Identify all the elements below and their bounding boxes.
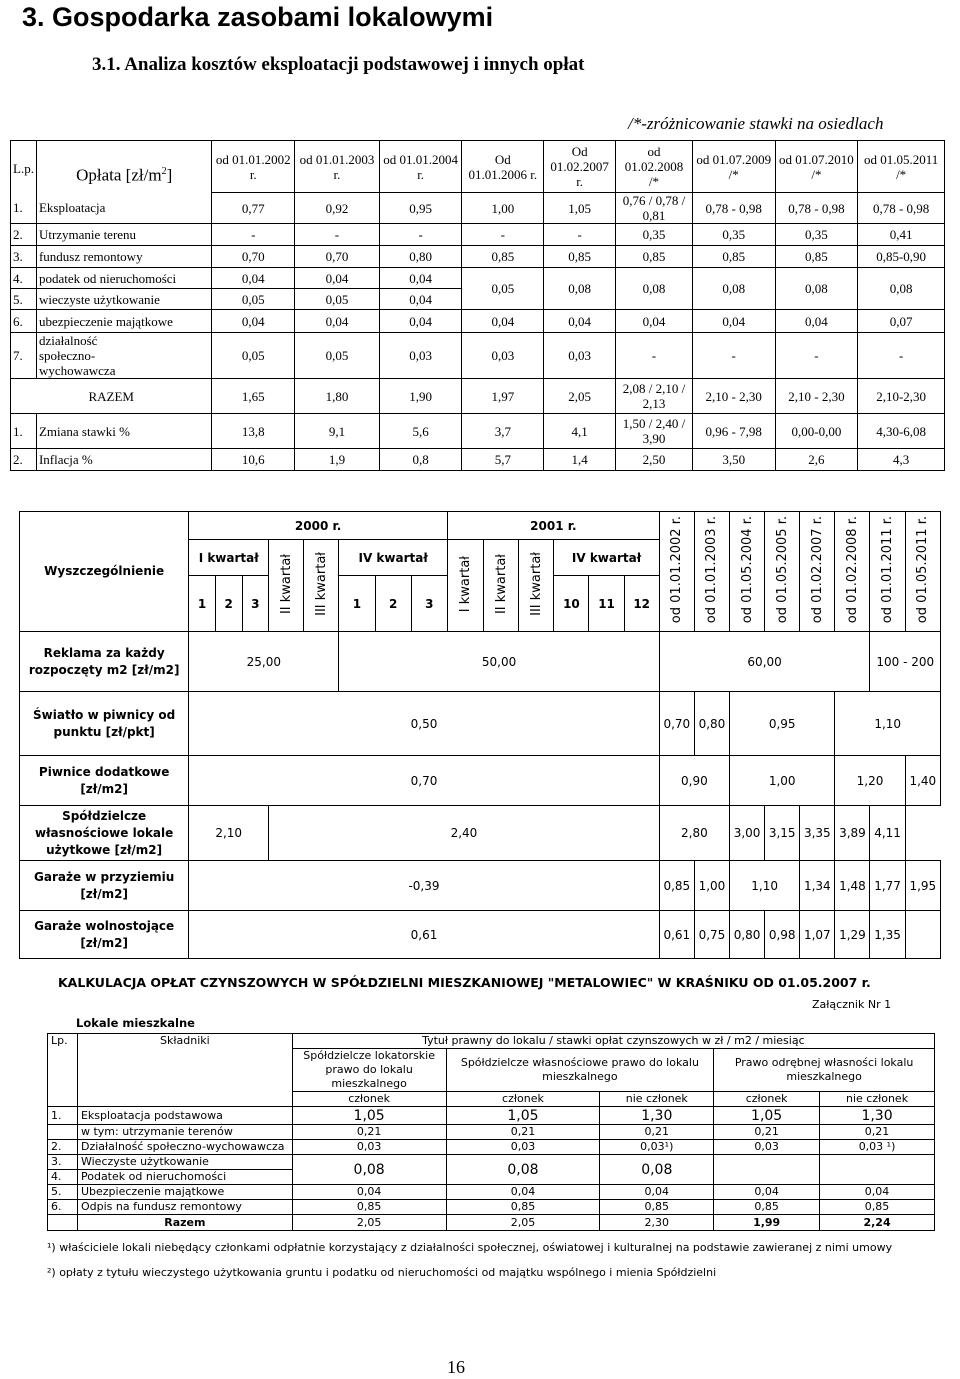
attachment-label: Załącznik Nr 1 — [812, 998, 892, 1011]
period-header: Od 01.01.2006 r. — [462, 141, 544, 193]
wyszczegolnienie-header: Wyszczególnienie — [20, 512, 189, 632]
table-row: 2. Inflacja % 10,6 1,9 0,8 5,7 1,4 2,50 3,50 2,6 4,3 — [11, 449, 945, 471]
quarter-header: I kwartał — [458, 555, 474, 613]
table-row: Piwnice dodatkowe [zł/m2] 0,70 0,90 1,00 1,20 1,40 — [20, 756, 941, 806]
date-header: od 01.05.2004 r. — [739, 516, 755, 624]
date-header: od 01.02.2008 r. — [844, 516, 860, 624]
month-header: 12 — [624, 576, 659, 632]
table-row: 5. Ubezpieczenie majątkowe 0,04 0,04 0,04 0,04 0,04 — [48, 1185, 935, 1200]
lp-header: L.p. — [11, 141, 37, 193]
date-header: od 01.01.2002 r. — [669, 516, 685, 624]
date-header: od 01.05.2005 r. — [774, 516, 790, 624]
table-row: 2. Utrzymanie terenu - - - - - 0,35 0,35 0,35 0,41 — [11, 224, 945, 246]
period-header: od 01.07.2009 /* — [692, 141, 775, 193]
totals-row: Razem 2,05 2,05 2,30 1,99 2,24 — [48, 1215, 935, 1231]
section-heading: 3.1. Analiza kosztów eksploatacji podstawowej i innych opłat — [92, 54, 585, 75]
month-header: 1 — [189, 576, 216, 632]
table-row: 1. Zmiana stawki % 13,8 9,1 5,6 3,7 4,1 1,50 / 2,40 / 3,90 0,96 - 7,98 0,00-0,00 4,30-6,08 — [11, 414, 945, 449]
month-header: 2 — [375, 576, 411, 632]
quarter-header: III kwartał — [528, 552, 544, 616]
year-2000-header: 2000 r. — [189, 512, 448, 540]
footnote: ¹) właściciele lokali niebędący członkami odpłatnie korzystający z działalności społecznej, oświatowej i kulturalnej na podstawie zawieranej z nimi umowy — [47, 1241, 893, 1254]
table-row: 4. Podatek od nieruchomości — [48, 1170, 935, 1185]
period-header: od 01.02.2008 /* — [616, 141, 693, 193]
date-header: od 01.05.2011 r. — [915, 516, 931, 624]
month-header: 11 — [589, 576, 624, 632]
period-header: Od 01.02.2007 r. — [544, 141, 616, 193]
period-header: od 01.01.2004 r. — [379, 141, 462, 193]
chapter-heading: 3. Gospodarka zasobami lokalowymi — [22, 2, 494, 32]
month-header: 2 — [215, 576, 242, 632]
table-row: Garaże w przyziemiu [zł/m2] -0,39 0,85 1,00 1,10 1,34 1,48 1,77 1,95 — [20, 861, 941, 911]
period-header: od 01.07.2010 /* — [775, 141, 858, 193]
rent-calculation-table: Lp. Składniki Tytuł prawny do lokalu / stawki opłat czynszowych w zł / m2 / miesiąc Spółdzielcze lokatorskie prawo do lokalu mieszkalnego Spółdzielcze własnościowe prawo do lokalu mieszkalnego Prawo odrębnej własności lokalu mieszkalnego członek członek nie członek członek nie członek 1. Eksploatacja podstawowa 1,05 1,05 1,30 1,05 1,30 w tym: utrzymanie terenów 0,21 0,21 0,21 0,21 0,21 2. Działalność społeczno-wychowawcza 0,03 0,03 0,03¹) 0,03 0,03 ¹) 3. Wieczyste użytkowanie 0,08 0,08 0,08 4. Podatek od nieruchomości 5. Ubezpieczenie majątkowe 0,04 0,04 0,04 0,04 0,04 6. Odpis na fundusz remontowy 0,85 0,85 0,85 0,85 0,85 Razem 2,05 2,05 2,30 1,99 2,24 — [47, 1033, 935, 1231]
page-number: 16 — [447, 1357, 465, 1377]
table-row: 3. fundusz remontowy 0,70 0,70 0,80 0,85 0,85 0,85 0,85 0,85 0,85-0,90 — [11, 246, 945, 268]
table-row: Garaże wolnostojące [zł/m2] 0,61 0,61 0,75 0,80 0,98 1,07 1,29 1,35 — [20, 911, 941, 959]
table-row: 3. Wieczyste użytkowanie 0,08 0,08 0,08 — [48, 1155, 935, 1170]
quarter-header: III kwartał — [313, 552, 329, 616]
table-row: 1. Eksploatacja podstawowa 1,05 1,05 1,30 1,05 1,30 — [48, 1107, 935, 1125]
table-row: 4. podatek od nieruchomości 0,04 0,04 0,04 0,05 0,08 0,08 0,08 0,08 0,08 — [11, 268, 945, 289]
table-row: 7. działalność społeczno-wychowawcza 0,05 0,05 0,03 0,03 0,03 - - - - — [11, 333, 945, 379]
month-header: 1 — [339, 576, 375, 632]
month-header: 3 — [242, 576, 269, 632]
table-row: Światło w piwnicy od punktu [zł/pkt] 0,50 0,70 0,80 0,95 1,10 — [20, 692, 941, 756]
oplata-header: Opłata $[zł/m^2]$ — [36, 141, 211, 193]
table-row: 6. ubezpieczenie majątkowe 0,04 0,04 0,04 0,04 0,04 0,04 0,04 0,04 0,07 — [11, 310, 945, 333]
date-header: od 01.01.2003 r. — [704, 516, 720, 624]
quarter-header: I kwartał — [189, 540, 269, 576]
table-row: Reklama za każdy rozpoczęty m2 [zł/m2] 25,00 50,00 60,00 100 - 200 — [20, 632, 941, 692]
table-row: Spółdzielcze własnościowe lokale użytkowe [zł/m2] 2,10 2,40 2,80 3,00 3,15 3,35 3,89 4,11 — [20, 806, 941, 861]
additional-fees-table — [19, 511, 941, 959]
calculation-title: KALKULACJA OPŁAT CZYNSZOWYCH W SPÓŁDZIELNI MIESZKANIOWEJ "METALOWIEC" W KRAŚNIKU OD 01.05.2007 r. — [58, 975, 871, 990]
table-row: 2. Działalność społeczno-wychowawcza 0,03 0,03 0,03¹) 0,03 0,03 ¹) — [48, 1140, 935, 1155]
section-label: Lokale mieszkalne — [76, 1016, 195, 1030]
month-header: 10 — [554, 576, 589, 632]
quarter-header: IV kwartał — [339, 540, 448, 576]
date-header: od 01.02.2007 r. — [809, 516, 825, 624]
quarter-header: II kwartał — [493, 553, 509, 615]
year-2001-header: 2001 r. — [447, 512, 659, 540]
period-header: od 01.01.2003 r. — [295, 141, 380, 193]
table-row: 1. Eksploatacja 0,77 0,92 0,95 1,00 1,05 0,76 / 0,78 / 0,81 0,78 - 0,98 0,78 - 0,98 0,78 - 0,98 — [11, 193, 945, 224]
table-row: w tym: utrzymanie terenów 0,21 0,21 0,21 0,21 0,21 — [48, 1125, 935, 1140]
table-row: 5. wieczyste użytkowanie 0,05 0,05 0,04 — [11, 289, 945, 310]
date-header: od 01.01.2011 r. — [880, 516, 896, 624]
table-row: 6. Odpis na fundusz remontowy 0,85 0,85 0,85 0,85 0,85 — [48, 1200, 935, 1215]
footnote: ²) opłaty z tytułu wieczystego użytkowania gruntu i podatku od nieruchomości od majątku wspólnego i mienia Spółdzielni — [47, 1266, 717, 1279]
totals-row: RAZEM 1,65 1,80 1,90 1,97 2,05 2,08 / 2,10 / 2,13 2,10 - 2,30 2,10 - 2,30 2,10-2,30 — [11, 379, 945, 414]
cost-analysis-table — [10, 140, 945, 471]
period-header: od 01.05.2011 /* — [858, 141, 945, 193]
differentiation-note: /*-zróżnicowanie stawki na osiedlach — [628, 114, 884, 133]
period-header: od 01.01.2002 r. — [212, 141, 295, 193]
quarter-header: IV kwartał — [554, 540, 659, 576]
quarter-header: II kwartał — [278, 553, 294, 615]
month-header: 3 — [411, 576, 447, 632]
